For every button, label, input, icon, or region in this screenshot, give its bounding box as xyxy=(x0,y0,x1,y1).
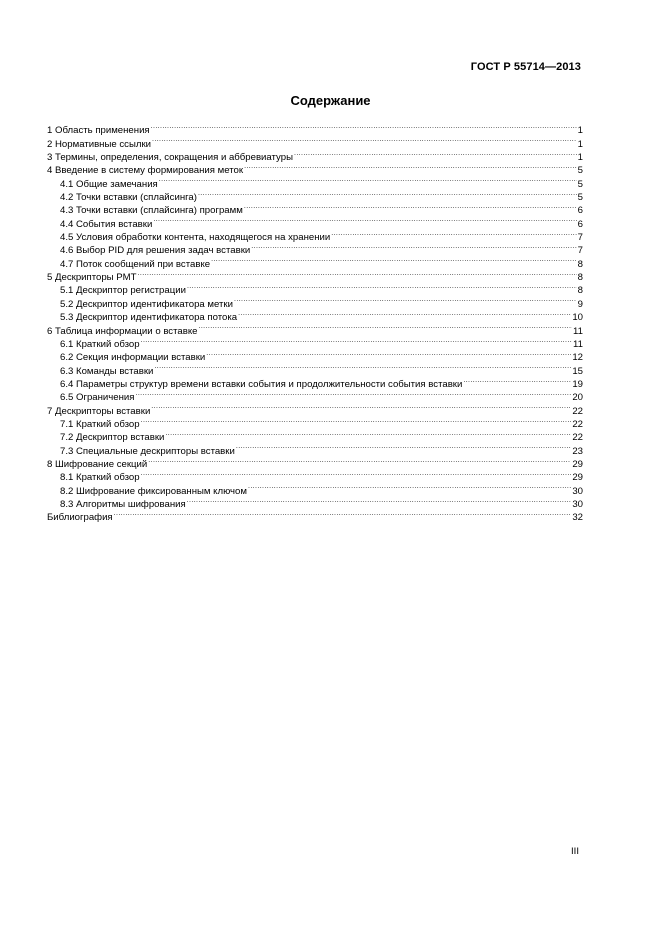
toc-leader-dots xyxy=(135,387,571,400)
toc-entry-page: 1 xyxy=(577,152,583,164)
toc-leader-dots xyxy=(198,187,577,200)
toc-entry-page: 32 xyxy=(572,512,583,524)
toc-entry-title: 5.2 Дескриптор идентификатора метки xyxy=(60,298,233,310)
toc-leader-dots xyxy=(211,253,577,266)
toc-entry-page: 6 xyxy=(577,218,583,230)
toc-entry-title: 6 Таблица информации о вставке xyxy=(47,325,198,337)
toc-entry-page: 8 xyxy=(577,285,583,297)
toc-leader-dots xyxy=(151,120,577,133)
toc-entry-title: 6.5 Ограничения xyxy=(60,392,135,404)
toc-entry-title: 7.1 Краткий обзор xyxy=(60,418,140,430)
toc-entry-title: Библиография xyxy=(47,512,113,524)
toc-entry-page: 22 xyxy=(572,432,583,444)
toc-entry-page: 11 xyxy=(573,338,583,350)
toc-entry-page: 29 xyxy=(572,472,583,484)
toc-leader-dots xyxy=(187,494,572,507)
toc-entry-page: 5 xyxy=(577,165,583,177)
toc-entry-page: 5 xyxy=(577,192,583,204)
toc-leader-dots xyxy=(206,347,571,360)
document-code-header: ГОСТ Р 55714—2013 xyxy=(470,61,581,73)
toc-entry-title: 8.3 Алгоритмы шифрования xyxy=(60,498,186,510)
toc-leader-dots xyxy=(153,213,576,226)
toc-leader-dots xyxy=(141,414,572,427)
toc-title: Содержание xyxy=(290,93,371,108)
toc-leader-dots xyxy=(187,280,577,293)
toc-entry[interactable] xyxy=(47,507,583,524)
toc-entry-title: 6.4 Параметры структур времени вставки события и продолжительности события вставки xyxy=(60,378,463,390)
toc-entry-title: 6.1 Краткий обзор xyxy=(60,338,140,350)
toc-entry-page: 7 xyxy=(577,245,583,257)
toc-entry-page: 22 xyxy=(572,405,583,417)
toc-entry-page: 7 xyxy=(577,232,583,244)
toc-leader-dots xyxy=(331,227,576,240)
toc-entry-page: 9 xyxy=(577,298,583,310)
toc-leader-dots xyxy=(463,374,571,387)
toc-leader-dots xyxy=(236,440,571,453)
toc-leader-dots xyxy=(234,293,577,306)
toc-entry-title: 4.1 Общие замечания xyxy=(60,178,158,190)
toc-entry-title: 4.3 Точки вставки (сплайсинга) программ xyxy=(60,205,243,217)
toc-entry-page: 11 xyxy=(573,325,583,337)
toc-entry-page: 15 xyxy=(572,365,583,377)
toc-entry-title: 5.3 Дескриптор идентификатора потока xyxy=(60,312,238,324)
toc-entry-title: 8.1 Краткий обзор xyxy=(60,472,140,484)
toc-entry-title: 2 Нормативные ссылки xyxy=(47,138,152,150)
toc-entry-title: 5.1 Дескриптор регистрации xyxy=(60,285,186,297)
toc-leader-dots xyxy=(148,454,571,467)
toc-leader-dots xyxy=(152,133,577,146)
toc-entry-page: 29 xyxy=(572,458,583,470)
toc-entry-title: 6.2 Секция информации вставки xyxy=(60,352,206,364)
toc-entry-page: 22 xyxy=(572,418,583,430)
page-number: III xyxy=(571,846,579,857)
toc-entry-page: 8 xyxy=(577,272,583,284)
toc-entry-title: 4.2 Точки вставки (сплайсинга) xyxy=(60,192,197,204)
toc-entry-title: 8.2 Шифрование фиксированным ключом xyxy=(60,485,247,497)
toc-leader-dots xyxy=(248,480,571,493)
toc-leader-dots xyxy=(165,427,571,440)
toc-entry-page: 12 xyxy=(572,352,583,364)
toc-entry-title: 6.3 Команды вставки xyxy=(60,365,154,377)
toc-entry-page: 30 xyxy=(572,498,583,510)
toc-entry-title: 7.2 Дескриптор вставки xyxy=(60,432,165,444)
toc-entry-title: 4.6 Выбор PID для решения задач вставки xyxy=(60,245,251,257)
toc-entry-title: 4.7 Поток сообщений при вставке xyxy=(60,258,211,270)
toc-entry-page: 6 xyxy=(577,205,583,217)
toc-entry-page: 19 xyxy=(572,378,583,390)
toc-leader-dots xyxy=(154,360,571,373)
toc-leader-dots xyxy=(244,200,577,213)
toc-entry-title: 4.5 Условия обработки контента, находящегося на хранении xyxy=(60,232,331,244)
toc-entry-title: 3 Термины, определения, сокращения и аббревиатуры xyxy=(47,152,293,164)
toc-entry-page: 30 xyxy=(572,485,583,497)
toc-entry-page: 20 xyxy=(572,392,583,404)
toc-entry-page: 10 xyxy=(572,312,583,324)
toc-entry-title: 7 Дескрипторы вставки xyxy=(47,405,151,417)
toc-entry-page: 23 xyxy=(572,445,583,457)
toc-leader-dots xyxy=(198,320,572,333)
toc-leader-dots xyxy=(141,467,572,480)
toc-entry-title: 4 Введение в систему формирования меток xyxy=(47,165,244,177)
toc-entry-title: 1 Область применения xyxy=(47,125,150,137)
table-of-contents xyxy=(47,120,583,524)
toc-entry-page: 1 xyxy=(577,138,583,150)
toc-leader-dots xyxy=(244,160,577,173)
toc-leader-dots xyxy=(251,240,576,253)
toc-entry-page: 8 xyxy=(577,258,583,270)
toc-entry[interactable] xyxy=(47,120,583,137)
toc-leader-dots xyxy=(114,507,572,520)
toc-entry-page: 5 xyxy=(577,178,583,190)
toc-leader-dots xyxy=(294,147,577,160)
toc-leader-dots xyxy=(138,267,577,280)
toc-entry-title: 4.4 События вставки xyxy=(60,218,153,230)
toc-entry-page: 1 xyxy=(577,125,583,137)
toc-entry-title: 7.3 Специальные дескрипторы вставки xyxy=(60,445,235,457)
toc-leader-dots xyxy=(159,173,577,186)
toc-leader-dots xyxy=(141,334,572,347)
toc-entry-title: 5 Дескрипторы PMT xyxy=(47,272,137,284)
toc-leader-dots xyxy=(151,400,571,413)
toc-leader-dots xyxy=(238,307,571,320)
toc-entry-title: 8 Шифрование секций xyxy=(47,458,148,470)
